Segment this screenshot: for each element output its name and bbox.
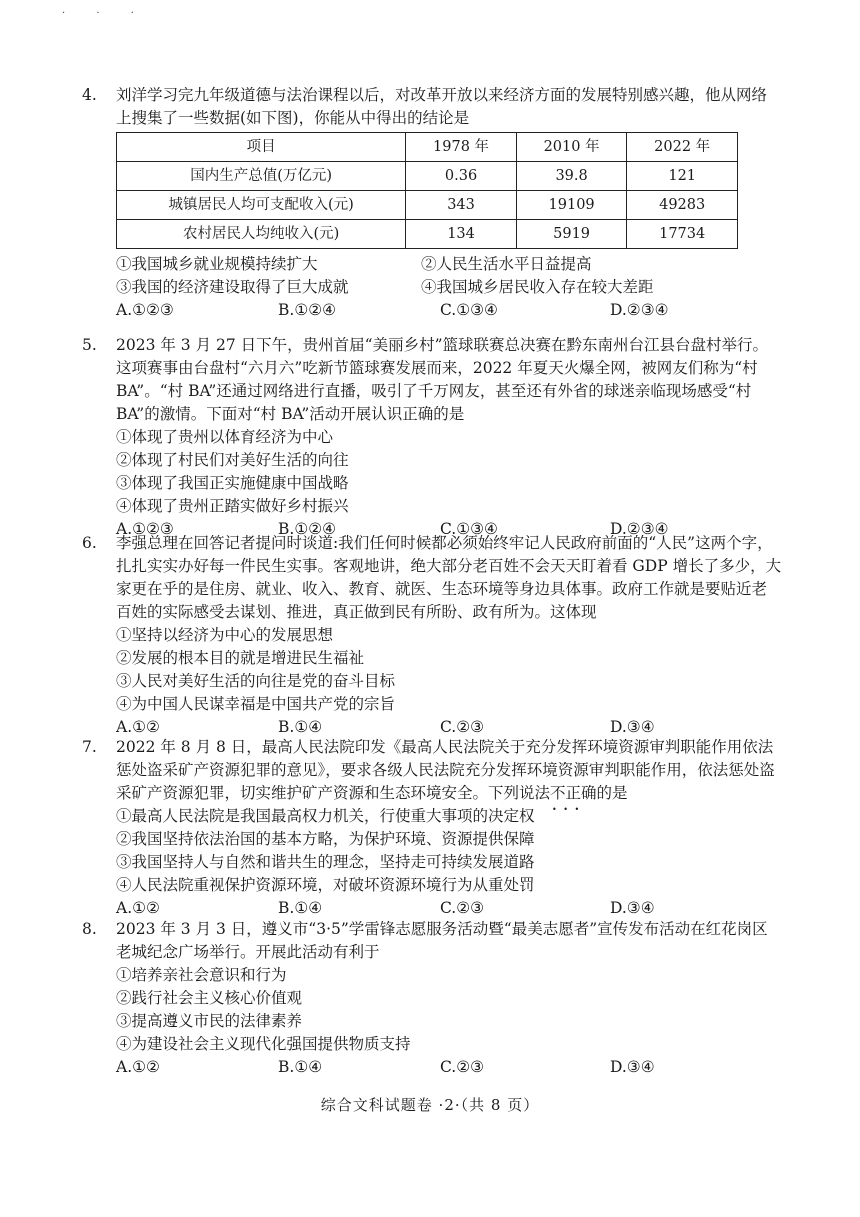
table-cell: 农村居民人均纯收入(元) <box>117 220 406 249</box>
question-4 <box>82 84 782 322</box>
choice-c: C.①③④ <box>440 301 498 319</box>
choice-b: B.①②④ <box>278 301 337 319</box>
option-4: ④我国城乡居民收入存在较大差距 <box>421 278 654 296</box>
option-row <box>116 253 782 276</box>
table-cell: 39.8 <box>516 162 627 191</box>
choice-d: D.②③④ <box>610 301 669 319</box>
question-stem: 2023 年 3 月 3 日，遵义市“3·5”学雷锋志愿服务活动暨“最美志愿者”宣传发布活动在红花岗区老城纪念广场举行。开展此活动有利于 <box>116 920 768 961</box>
table-row <box>117 162 738 191</box>
option-4: ④人民法院重视保护资源环境，对破坏资源环境行为从重处罚 <box>116 876 535 894</box>
question-7 <box>82 736 782 920</box>
table-header: 项目 <box>117 133 406 162</box>
choice-d: D.③④ <box>610 718 655 736</box>
choice-c: C.②③ <box>440 899 485 917</box>
option-1: ①我国城乡就业规模持续扩大 <box>116 255 318 273</box>
choice-c: C.①③④ <box>440 520 498 538</box>
table-header: 2022 年 <box>627 133 738 162</box>
choice-b: B.①④ <box>278 1058 323 1076</box>
option-3: ③我国坚持人与自然和谐共生的理念，坚持走可持续发展道路 <box>116 853 535 871</box>
emphasis-text: 不正确 • • • <box>550 784 597 802</box>
choice-d: D.③④ <box>610 1058 655 1076</box>
table-header-row <box>117 133 738 162</box>
table-cell: 0.36 <box>406 162 517 191</box>
table-cell: 49283 <box>627 191 738 220</box>
choice-a: A.①②③ <box>116 301 174 319</box>
table-row <box>117 220 738 249</box>
table-cell: 17734 <box>627 220 738 249</box>
table-header: 2010 年 <box>516 133 627 162</box>
choice-b: B.①④ <box>278 899 323 917</box>
choice-b: B.①④ <box>278 718 323 736</box>
table-cell: 城镇居民人均可支配收入(元) <box>117 191 406 220</box>
question-stem <box>116 736 782 805</box>
question-8 <box>82 918 782 1079</box>
choice-c: C.②③ <box>440 718 485 736</box>
page-footer: 综合文科试题卷 ·2·（共 8 页） <box>320 1096 540 1114</box>
table-row <box>117 191 738 220</box>
table-cell: 134 <box>406 220 517 249</box>
option-1: ①培养亲社会意识和行为 <box>116 966 287 984</box>
question-stem: 李强总理在回答记者提问时谈道:我们任何时候都必须始终牢记人民政府前面的“人民”这两个字，扎扎实实办好每一件民生实事。客观地讲，绝大部分老百姓不会天天盯着看 GDP 增长了多少，大家更在乎的是住房、就业、收入、教育、就医、生态环境等身边具体事。政府工作就是要贴近老百姓的实际感受去谋划、推进，真正做到民有所盼、政有所为。这体现 <box>116 534 782 621</box>
choice-a: A.①② <box>116 1058 160 1076</box>
stem-text-end: 的是 <box>596 784 628 802</box>
option-3: ③人民对美好生活的向往是党的奋斗目标 <box>116 672 396 690</box>
answer-choices <box>116 897 782 920</box>
data-table <box>116 132 738 249</box>
option-2: ②发展的根本目的就是增进民生福祉 <box>116 649 365 667</box>
option-3: ③体现了我国正实施健康中国战略 <box>116 474 349 492</box>
option-2: ②我国坚持依法治国的基本方略，为保护环境、资源提供保障 <box>116 830 535 848</box>
choice-b: B.①②④ <box>278 520 337 538</box>
question-number: 7. <box>82 738 97 756</box>
question-stem: 刘洋学习完九年级道德与法治课程以后，对改革开放以来经济方面的发展特别感兴趣，他从网络上搜集了一些数据(如下图)，你能从中得出的结论是 <box>116 86 768 127</box>
option-3: ③我国的经济建设取得了巨大成就 <box>116 278 349 296</box>
answer-choices <box>116 299 782 322</box>
option-row <box>116 276 782 299</box>
question-number: 5. <box>82 336 97 354</box>
table-cell: 121 <box>627 162 738 191</box>
option-4: ④为建设社会主义现代化强国提供物质支持 <box>116 1035 411 1053</box>
option-1: ①坚持以经济为中心的发展思想 <box>116 626 334 644</box>
option-2: ②体现了村民们对美好生活的向往 <box>116 451 349 469</box>
option-1: ①最高人民法院是我国最高权力机关，行使重大事项的决定权 <box>116 807 535 825</box>
question-5 <box>82 334 782 541</box>
table-cell: 343 <box>406 191 517 220</box>
choice-d: D.②③④ <box>610 520 669 538</box>
option-2: ②人民生活水平日益提高 <box>421 255 592 273</box>
scan-marks: · · · <box>62 8 148 19</box>
option-1: ①体现了贵州以体育经济为中心 <box>116 428 334 446</box>
table-cell: 5919 <box>516 220 627 249</box>
table-cell: 国内生产总值(万亿元) <box>117 162 406 191</box>
option-4: ④为中国人民谋幸福是中国共产党的宗旨 <box>116 695 396 713</box>
stem-text: 2022 年 8 月 8 日，最高人民法院印发《最高人民法院关于充分发挥环境资源审判职能作用依法惩处盗采矿产资源犯罪的意见》，要求各级人民法院充分发挥环境资源审判职能作用，依法惩处盗采矿产资源犯罪，切实维护矿产资源和生态环境安全。下列说法 <box>116 738 775 802</box>
question-number: 6. <box>82 534 97 552</box>
table-header: 1978 年 <box>406 133 517 162</box>
question-6 <box>82 532 782 739</box>
choice-a: A.①② <box>116 718 160 736</box>
question-number: 8. <box>82 920 97 938</box>
choice-a: A.①② <box>116 899 160 917</box>
question-stem: 2023 年 3 月 27 日下午，贵州首届“美丽乡村”篮球联赛总决赛在黔东南州台江县台盘村举行。这项赛事由台盘村“六月六”吃新节篮球赛发展而来，2022 年夏天火爆全网，被网友们称为“村 BA”。“村 BA”还通过网络进行直播，吸引了千万网友，甚至还有外省的球迷亲临现场感受“村 BA”的激情。下面对“村 BA”活动开展认识正确的是 <box>116 336 769 423</box>
choice-a: A.①②③ <box>116 520 174 538</box>
option-3: ③提高遵义市民的法律素养 <box>116 1012 303 1030</box>
question-number: 4. <box>82 86 97 104</box>
choice-c: C.②③ <box>440 1058 485 1076</box>
option-4: ④体现了贵州正踏实做好乡村振兴 <box>116 497 349 515</box>
table-cell: 19109 <box>516 191 627 220</box>
answer-choices <box>116 1056 782 1079</box>
choice-d: D.③④ <box>610 899 655 917</box>
option-2: ②践行社会主义核心价值观 <box>116 989 303 1007</box>
